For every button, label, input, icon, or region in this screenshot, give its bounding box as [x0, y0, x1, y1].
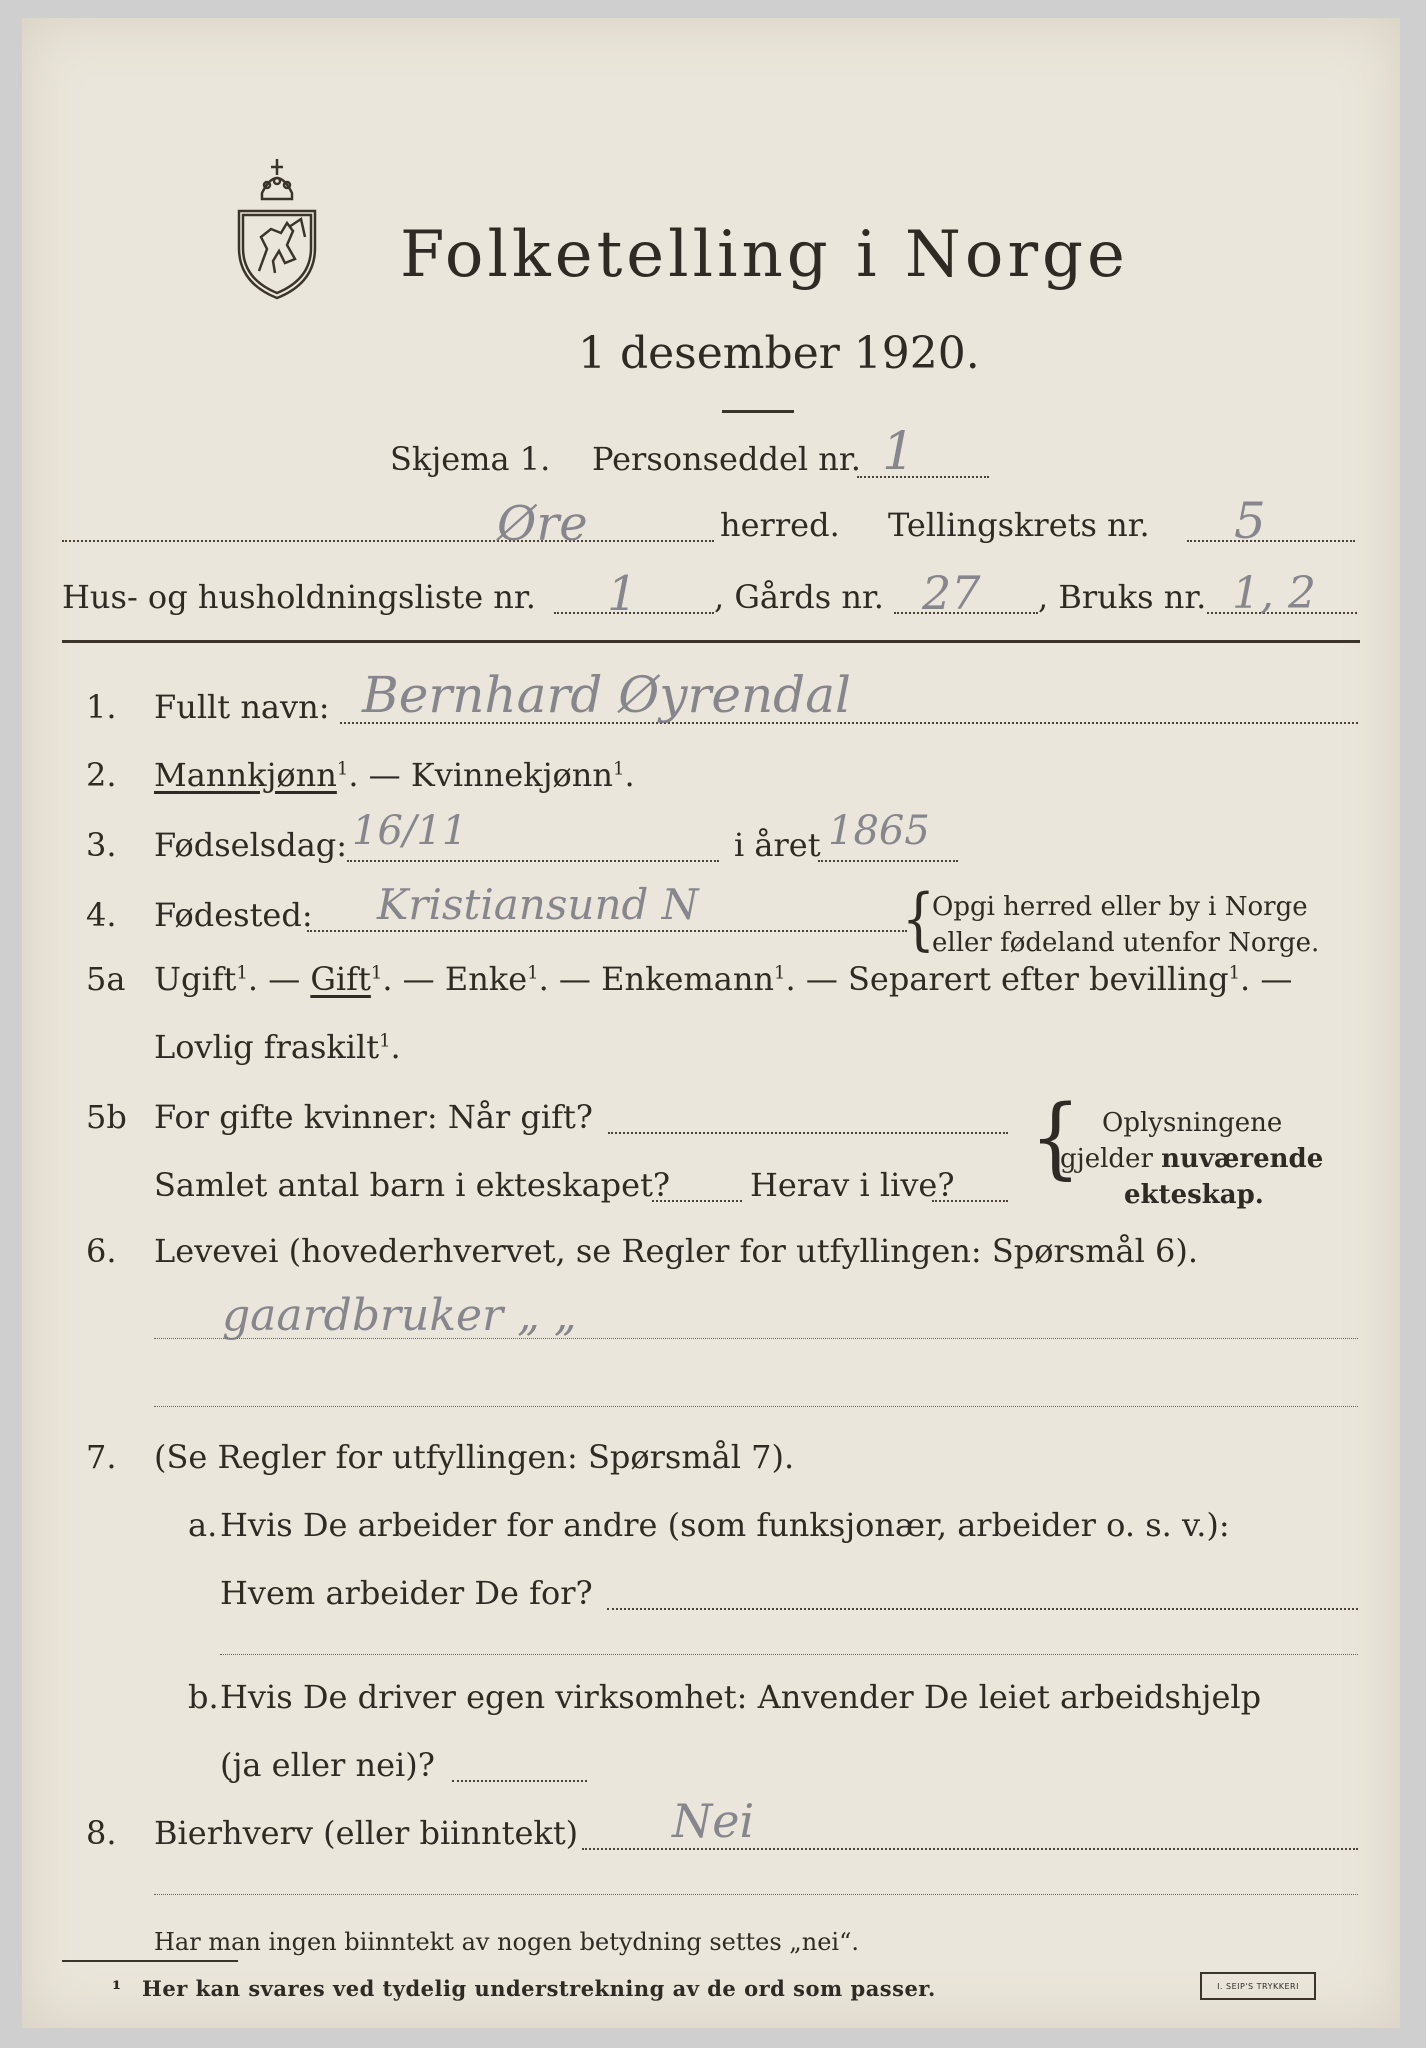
- q5a-enke-option[interactable]: Enke: [444, 960, 528, 998]
- q4-note-line1: Opgi herred eller by i Norge: [932, 892, 1308, 922]
- q3-year-field-line[interactable]: [818, 860, 958, 862]
- q1-number: 1.: [86, 688, 117, 726]
- herred-label: herred.: [720, 506, 840, 544]
- q2-number: 2.: [86, 756, 117, 794]
- q5a-fraskilt-option[interactable]: Lovlig fraskilt: [154, 1028, 380, 1066]
- q4-note-line2: eller fødeland utenfor Norge.: [932, 928, 1320, 958]
- personseddel-field-line[interactable]: [857, 476, 989, 478]
- q8-number: 8.: [86, 1814, 117, 1852]
- gards-label: , Gårds nr.: [714, 578, 884, 616]
- q6-answer-line-2[interactable]: [154, 1406, 1358, 1407]
- q7a-line1: Hvis De arbeider for andre (som funksjonær, arbeider o. s. v.):: [220, 1506, 1230, 1544]
- q5b-note-line3: ekteskap.: [1124, 1180, 1264, 1210]
- q6-label: Levevei (hovederhvervet, se Regler for utfyllingen: Spørsmål 6).: [154, 1232, 1199, 1270]
- census-date: 1 desember 1920.: [578, 328, 980, 379]
- gards-value[interactable]: 27: [922, 566, 981, 620]
- q5b-note-line2: gjelder nuværende: [1060, 1144, 1324, 1174]
- q4-number: 4.: [86, 896, 117, 934]
- q8-secondary-income-value[interactable]: Nei: [672, 1794, 755, 1848]
- q2-sex-options: Mannkjønn$^1$. — Kvinnekjønn$^1$.: [154, 756, 635, 794]
- q3-year-value[interactable]: 1865: [828, 808, 930, 854]
- q5a-marital-options: Ugift$^1$. — Gift$^1$. — Enke$^1$. — Enkemann$^1$. — Separert efter bevilling$^1$. —: [154, 960, 1293, 998]
- q4-field-line[interactable]: [307, 930, 907, 932]
- personseddel-label: Personseddel nr.: [592, 440, 861, 478]
- hus-label: Hus- og husholdningsliste nr.: [62, 578, 536, 616]
- tellingskrets-label: Tellingskrets nr.: [888, 506, 1150, 544]
- q8-answer-line-2[interactable]: [154, 1894, 1358, 1895]
- census-form: [22, 18, 1400, 2028]
- title-divider: [722, 410, 794, 413]
- q4-note-brace: {: [902, 880, 936, 959]
- nei-note: Har man ingen biinntekt av nogen betydning settes „nei“.: [154, 1928, 859, 1956]
- q5b-line2b: Herav i live?: [750, 1166, 955, 1204]
- q4-birthplace-value[interactable]: Kristiansund N: [377, 880, 699, 929]
- q7-label: (Se Regler for utfyllingen: Spørsmål 7).: [154, 1438, 795, 1476]
- q7b-line2: (ja eller nei)?: [220, 1746, 435, 1784]
- q5b-note-line1: Oplysningene: [1102, 1108, 1283, 1138]
- q5b-line1: For gifte kvinner: Når gift?: [154, 1098, 593, 1136]
- printer-stamp-text: I. SEIP'S TRYKKERI: [1217, 1981, 1299, 1991]
- q3-year-label: i året: [734, 826, 821, 864]
- q6-occupation-value[interactable]: gaardbruker „ „: [222, 1290, 577, 1341]
- q5a-gift-option[interactable]: Gift: [310, 960, 371, 998]
- q8-field-line[interactable]: [582, 1848, 1358, 1850]
- q5b-note-brace: {: [1030, 1086, 1081, 1189]
- q7a-line2: Hvem arbeider De for?: [220, 1574, 593, 1612]
- q5a-separert-option[interactable]: Separert efter bevilling: [848, 960, 1229, 998]
- footnote-text: Her kan svares ved tydelig understrekning av de ord som passer.: [142, 1976, 936, 2001]
- herred-value[interactable]: Øre: [497, 496, 588, 552]
- q6-number: 6.: [86, 1232, 117, 1270]
- q2-female-option[interactable]: Kvinnekjønn: [410, 756, 613, 794]
- form-title: Folketelling i Norge: [400, 218, 1129, 292]
- q5b-line2a: Samlet antal barn i ekteskapet?: [154, 1166, 671, 1204]
- printer-stamp: [1200, 1972, 1316, 2000]
- coat-of-arms-emblem: [227, 153, 327, 303]
- q5a-line2: Lovlig fraskilt$^1$.: [154, 1028, 401, 1066]
- q3-date-field-line[interactable]: [347, 860, 719, 862]
- q7-number: 7.: [86, 1438, 117, 1476]
- q5a-number: 5a: [86, 960, 126, 998]
- q2-male-option[interactable]: Mannkjønn: [154, 756, 337, 794]
- q3-label: Fødselsdag:: [154, 826, 348, 864]
- q7a-answer-line-2[interactable]: [220, 1654, 1358, 1655]
- q3-birthday-value[interactable]: 16/11: [352, 808, 468, 854]
- skjema-label: Skjema 1.: [390, 440, 551, 478]
- bruks-label: , Bruks nr.: [1038, 578, 1207, 616]
- q5a-ugift-option[interactable]: Ugift: [154, 960, 237, 998]
- personseddel-value[interactable]: 1: [882, 422, 916, 482]
- q5b-children-field-line[interactable]: [652, 1200, 742, 1202]
- q7b-line1: Hvis De driver egen virksomhet: Anvender De leiet arbeidshjelp: [220, 1678, 1262, 1716]
- footnote-divider: [62, 1960, 238, 1962]
- q3-number: 3.: [86, 826, 117, 864]
- q8-label: Bierhverv (eller biinntekt): [154, 1814, 579, 1852]
- q5b-number: 5b: [86, 1098, 127, 1136]
- bruks-value[interactable]: 1, 2: [1232, 568, 1316, 619]
- q7a-number: a.: [188, 1506, 218, 1544]
- q1-full-name-value[interactable]: Bernhard Øyrendal: [362, 666, 851, 724]
- tellingskrets-field-line[interactable]: [1187, 540, 1355, 542]
- hus-value[interactable]: 1: [607, 566, 638, 622]
- header-divider: [62, 640, 1360, 643]
- q5b-when-married-field-line[interactable]: [608, 1132, 1008, 1134]
- q5b-alive-field-line[interactable]: [932, 1200, 1008, 1202]
- tellingskrets-value[interactable]: 5: [1234, 492, 1266, 550]
- footnote-mark: ¹: [112, 1976, 122, 2001]
- herred-field-line[interactable]: [62, 540, 714, 542]
- q7b-number: b.: [188, 1678, 219, 1716]
- q1-label: Fullt navn:: [154, 688, 330, 726]
- q5a-enkemann-option[interactable]: Enkemann: [601, 960, 775, 998]
- q7a-employer-field-line[interactable]: [607, 1608, 1358, 1610]
- q7b-field-line[interactable]: [452, 1780, 587, 1782]
- q4-label: Fødested:: [154, 896, 313, 934]
